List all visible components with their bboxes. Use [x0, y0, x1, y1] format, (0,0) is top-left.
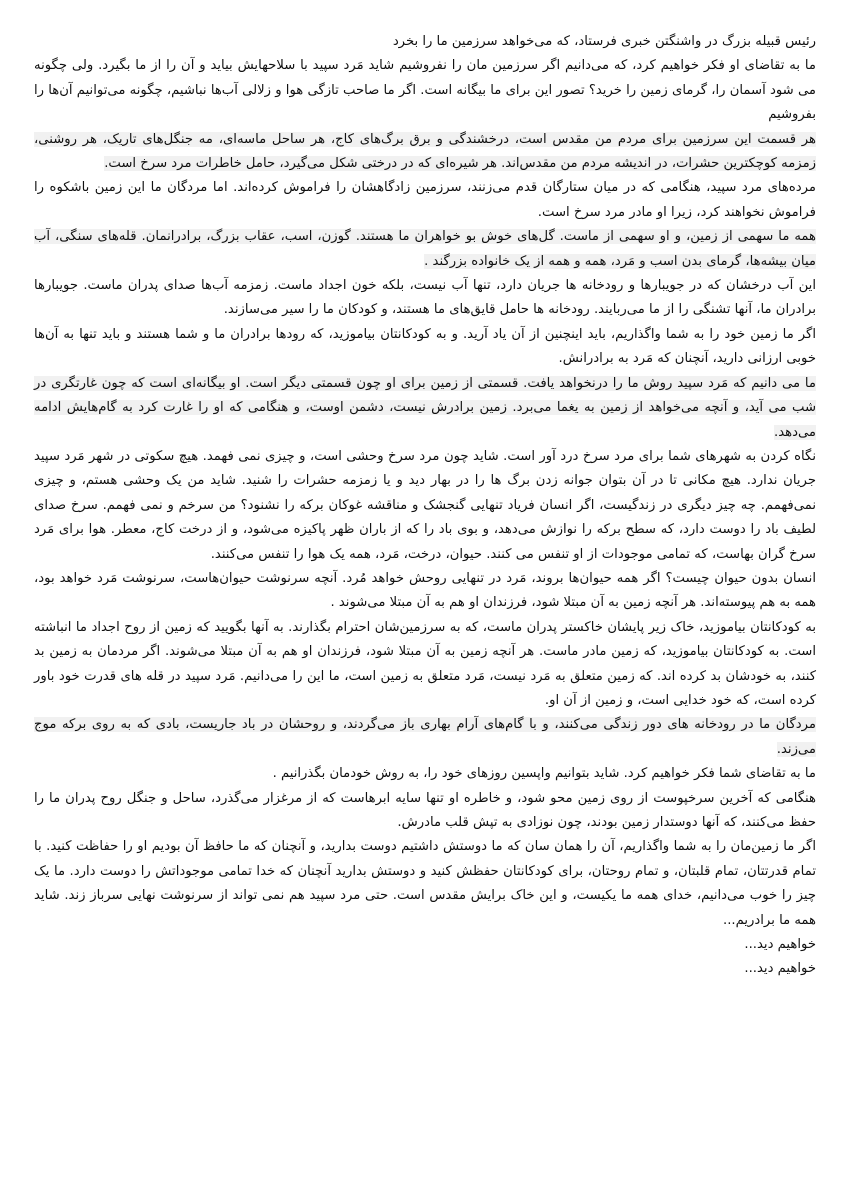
paragraph-7: اگر ما زمین خود را به شما واگذاریم، باید اینچنین از آن یاد آرید. و به کودکانتان بیاموزید، که رودها برادران ما و شما هستند و باید تنها به آن‌ها خوبی ارزانی دارید، آنچنان که مَرد به برادرانش. [34, 326, 816, 367]
paragraph-6: این آب درخشان که در جویبارها و رودخانه ها جریان دارد، تنها آب نیست، بلکه خون اجداد ماست. زمزمه آب‌ها صدای پدران ماست. جویبارها برادران ما، آنها تشنگی را از ما می‌ربایند. رودخانه ها حامل قایق‌های ما هستند، و کودکان ما را سیر می‌سازند. [34, 278, 816, 318]
paragraph-12: مردگان ما در رودخانه های دور زندگی می‌کنند، و با گام‌های آرام بهاری باز می‌گردند، و روحشان در باد جاریست، بادی که به روی برکه موج می‌زند. [34, 717, 816, 757]
paragraph-11: به کودکانتان بیاموزید، خاک زیر پایشان خاکستر پدران ماست، که به سرزمین‌شان احترام بگذارند. به آنها بگویید که زمین از روح اجداد ما انباشته است. به کودکانتان بیاموزید، که زمین مادر ماست. هر آنچه زمین به آن مبتلا شود، فرزندان او هم به آن مبتلا می‌شوند. اگر مردمان به زمین بد کنند، به خودشان بد کرده اند. که زمین متعلق به مَرد نیست، مَرد متعلق به زمین است، ما این را می‌دانیم. مَرد سپید در قله های قدرت خود باور کرده است، که خود خدایی است، و زمین از آن او. [34, 619, 816, 708]
paragraph-14: هنگامی که آخرین سرخپوست از روی زمین محو شود، و خاطره او تنها سایه ابرهاست که از مرغزار می‌گذرد، ساحل و جنگل روح پدران ما را حفظ می‌کنند، که آنها دوستدار زمین بودند، چون نوزادی به تپش قلب مادرش. [34, 790, 816, 830]
paragraph-9: نگاه کردن به شهرهای شما برای مرد سرخ درد آور است. شاید چون مرد سرخ وحشی است، و چیزی نمی فهمد. هیچ سکوتی در شهر مَرد سپید جریان ندارد. هیچ مکانی تا در آن بتوان جوانه زدن برگ ها را در بهار دید و یا زمزمه حشرات را شنید. شاید من یک وحشی هستم، و چیزی نمی‌فهمم. چه چیز دیگری در زندگیست، اگر انسان فریاد تنهایی گنجشک و مناقشه غوکان برکه را نشنود؟ من سرخم و نمی فهمم. سرخ صدای لطیف باد را دوست دارد، که سطح برکه را نوازش می‌دهد، و بوی باد را که از باران ظهر پاکیزه می‌شود، و از درخت کاج، معطر. هوا برای مَرد سرخ گران بهاست، که تمامی موجودات از او تنفس می کنند. حیوان، درخت، مَرد، همه یک هوا را تنفس می‌کنند. [34, 448, 816, 562]
paragraph-8: ما می دانیم که مَرد سپید روش ما را درنخواهد یافت. قسمتی از زمین برای او چون قسمتی دیگر است. او بیگانه‌ای است که چون غارتگری در شب می آید، و آنچه می‌خواهد از زمین به یغما می‌برد. زمین برادرش نیست، دشمن اوست، و هنگامی که او را غارت کرد به گام‌هایش ادامه می‌دهد. [34, 375, 816, 440]
paragraph-13: ما به تقاضای شما فکر خواهیم کرد. شاید بتوانیم واپسین روزهای خود را، به روش خودمان بگذرانیم . [272, 766, 816, 782]
paragraph-15: اگر ما زمین‌مان را به شما واگذاریم، آن را همان سان که ما دوستش داشتیم دوست بدارید، و آنچنان که ما حافظ آن بودیم او را حفاظت کنید. با تمام قدرتتان، تمام قلبتان، و تمام روحتان، برای کودکانتان حفظش کنید و دوستش بدارید آنچنان که خدا تمامی موجوداتش را دوست دارد. ما یک چیز را خوب می‌دانیم، خدای همه ما یکیست، و این خاک برایش مقدس است. حتی مرد سپید هم نمی تواند از سرنوشت نهایی سرباز زند. شاید همه ما برادریم... [34, 839, 816, 928]
paragraph-10: انسان بدون حیوان چیست؟ اگر همه حیوان‌ها بروند، مَرد در تنهایی روحش خواهد مُرد. آنچه سرنوشت حیوان‌هاست، سرنوشت مَرد خواهد بود، همه به هم پیوسته‌اند. هر آنچه زمین به آن مبتلا شود، فرزندان او هم به آن مبتلا می‌شوند . [34, 570, 816, 611]
paragraph-5: همه ما سهمی از زمین، و او سهمی از ماست. گل‌های خوش بو خواهران ما هستند. گوزن، اسب، عقاب بزرگ، برادرانمان. قله‌های سنگی، آب میان بیشه‌ها، گرمای بدن اسب و مَرد، همه و همه از یک خانواده بزرگند . [34, 229, 816, 269]
paragraph-2: ما به تقاضای او فکر خواهیم کرد، که می‌دانیم اگر سرزمین مان را نفروشیم شاید مَرد سپید با سلاحهایش بیاید و آن را از ما بگیرد. ولی چگونه می شود آسمان را، گرمای زمین را خرید؟ تصور این برای ما بیگانه است. اگر ما صاحب تازگی هوا و زلالی آب‌ها نباشیم، چگونه می‌توانیم آن‌ها را بفروشیم [34, 58, 816, 123]
closing-line-2: خواهیم دید... [744, 961, 816, 977]
document-body [34, 30, 816, 982]
closing-line-1: خواهیم دید... [744, 937, 816, 953]
paragraph-4: مرده‌های مرد سپید، هنگامی که در میان ستارگان قدم می‌زنند، سرزمین زادگاهشان را فراموش کرده‌اند. اما مردگان ما این زمین باشکوه را فراموش نخواهند کرد، زیرا او مادر مرد سرخ است. [34, 180, 816, 220]
paragraph-3: هر قسمت این سرزمین برای مردم من مقدس است، درخشندگی و برق برگ‌های کاج، هر ساحل ماسه‌ای، مه جنگل‌های تاریک، هر روشنی، زمزمه کوچکترین حشرات، در اندیشه مردم من مقدس‌اند. هر شیره‌ای که در درختی شکل می‌گیرد، حامل خاطرات مرد سرخ است. [34, 131, 816, 172]
paragraph-1: رئیس قبیله بزرگ در واشنگتن خبری فرستاد، که می‌خواهد سرزمین ما را بخرد [392, 34, 816, 49]
